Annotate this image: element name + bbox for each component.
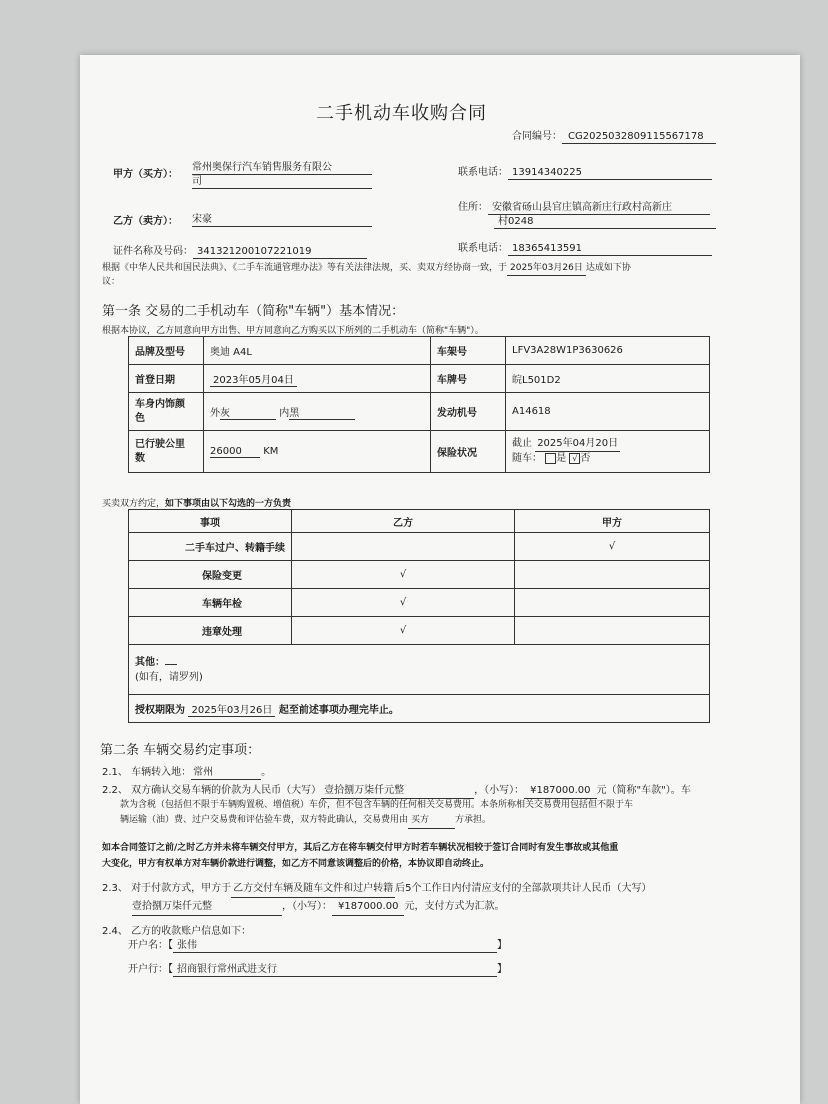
other-cell: 其他： (如有，请罗列) — [129, 645, 710, 695]
table-row — [129, 645, 710, 695]
clause-2-4: 2.4、 乙方的收款账户信息如下： — [102, 926, 252, 937]
preamble: 根据《中华人民共和国民法典》、《二手车流通管理办法》等有关法律法规，买、卖双方经协商一致，于 2025年03月26日 达成如下协 议： — [102, 263, 631, 287]
reg-date-label: 首登日期 — [129, 365, 204, 393]
table-row — [129, 695, 710, 723]
engine-label: 发动机号 — [431, 393, 506, 431]
insurance-no-checkbox[interactable]: √ — [569, 453, 580, 464]
account-name: 开户名：【 张伟 】 — [128, 940, 507, 951]
clause-2-3: 2.3、 对于付款方式，甲方于 乙方交付车辆及随车文件和过户转籍 后5个工作日内付清应支付的全部款项共计人民币（大写） 壹拾捌万柒仟元整 ，（小写）： ¥187000.00 元，支付方式为汇款。 — [102, 880, 651, 916]
duties-table — [128, 509, 710, 723]
party-a-name: 常州奥保行汽车销售服务有限公 司 — [192, 161, 372, 189]
vin-label: 车架号 — [431, 337, 506, 365]
mileage-value: 26000 KM — [204, 431, 431, 473]
table-row: 车辆年检 √ — [129, 589, 710, 617]
article-1-intro: 根据本协议，乙方同意向甲方出售、甲方同意向乙方购买以下所列的二手机动车（简称"车辆"）。 — [102, 326, 484, 336]
page-title: 二手机动车收购合同 — [316, 103, 487, 124]
party-a-label: 甲方（买方）： — [113, 169, 178, 180]
adjustment-clause: 如本合同签订之前/之时乙方并未将车辆交付甲方，其后乙方在将车辆交付甲方时若车辆状况相较于签订合同时有发生事故或其他重 大变化，甲方有权单方对车辆价款进行调整，如乙方不同意该调整后的价格，本协议即自动终止。 — [102, 843, 619, 869]
party-b-phone: 联系电话： 18365413591 — [458, 242, 712, 256]
contract-page — [80, 55, 800, 1104]
engine-value: A14618 — [506, 393, 710, 431]
mileage-label: 已行驶公里 数 — [129, 431, 204, 473]
insurance-yes-checkbox[interactable] — [545, 453, 556, 464]
duties-intro: 买卖双方约定，如下事项由以下勾选的一方负责 — [102, 499, 292, 509]
brand-label: 品牌及型号 — [129, 337, 204, 365]
brand-value: 奥迪 A4L — [204, 337, 431, 365]
plate-label: 车牌号 — [431, 365, 506, 393]
insurance-value: 截止 2025年04月20日 随车： 是 √ 否 — [506, 431, 710, 473]
table-row: 违章处理 √ — [129, 617, 710, 645]
deadline-cell: 授权期限为 2025年03月26日 起至前述事项办理完毕止。 — [129, 695, 710, 723]
account-bank: 开户行：【 招商银行常州武进支行 】 — [128, 964, 507, 975]
color-label: 车身内饰颜 色 — [129, 393, 204, 431]
table-row: 二手车过户、转籍手续 √ — [129, 533, 710, 561]
clause-2-1: 2.1、 车辆转入地： 常州 。 — [102, 767, 272, 778]
reg-date-value: 2023年05月04日 — [204, 365, 431, 393]
party-a-phone: 联系电话： 13914340225 — [458, 166, 712, 180]
vehicle-info-table — [128, 336, 710, 473]
party-b-id: 证件名称及号码： 341321200107221019 — [113, 245, 367, 259]
vin-value: LFV3A28W1P3630626 — [506, 337, 710, 365]
insurance-label: 保险状况 — [431, 431, 506, 473]
color-value: 外灰 内黑 — [204, 393, 431, 431]
clause-2-2-cont: 款为含税（包括但不限于车辆购置税、增值税）车价，但不包含车辆的任何相关交易费用。本条所称相关交易费用包括但不限于车 辆运输（油）费、过户交易费和评估验车费，双方特此确认，交易费用由 买方 方承担。 — [120, 798, 633, 829]
party-b-label: 乙方（卖方）： — [113, 216, 178, 227]
party-b-name: 宋豪 — [192, 213, 372, 227]
article-2-title: 第二条 车辆交易约定事项： — [100, 743, 261, 758]
clause-2-2: 2.2、 双方确认交易车辆的价款为人民币（大写） 壹拾捌万柒仟元整 ，（小写）： ¥187000.00 元（简称"车款"）。车 — [102, 783, 762, 799]
col-party-b-header: 乙方 — [292, 510, 515, 533]
col-item-header: 事项 — [129, 510, 292, 533]
col-party-a-header: 甲方 — [515, 510, 710, 533]
article-1-title: 第一条 交易的二手机动车（简称"车辆"）基本情况： — [102, 304, 405, 319]
plate-value: 皖L501D2 — [506, 365, 710, 393]
contract-number: 合同编号： CG2025032809115567178 — [512, 130, 716, 144]
contract-number-value: CG2025032809115567178 — [562, 130, 716, 144]
table-row: 保险变更 √ — [129, 561, 710, 589]
party-b-address: 住所： 安徽省砀山县官庄镇高新庄行政村高新庄 村0248 — [458, 201, 716, 229]
